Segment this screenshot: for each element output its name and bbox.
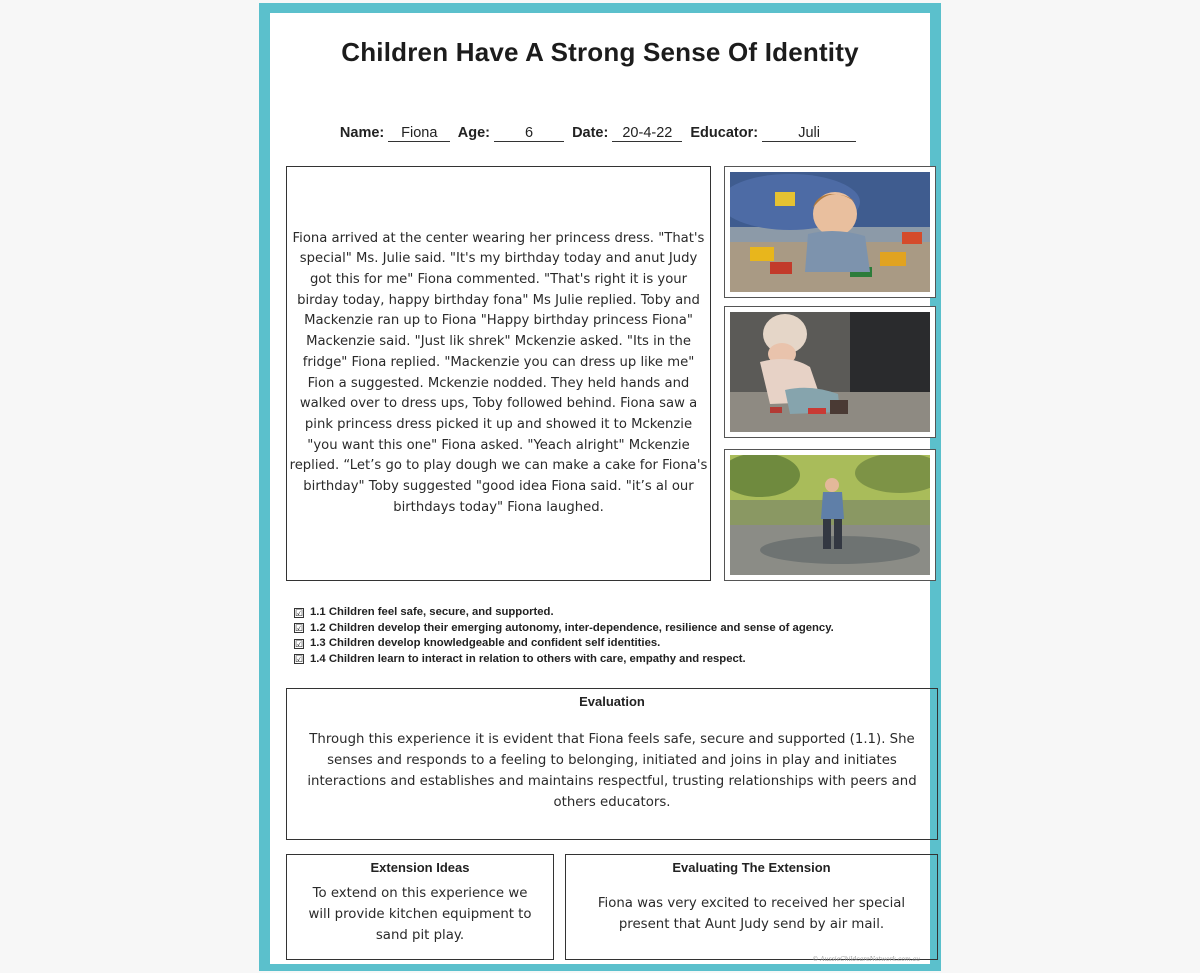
- outcome-row-1-4: [294, 652, 834, 668]
- toddler-puddle-image: [730, 455, 930, 575]
- child-knit-hat-image: [730, 312, 930, 432]
- photo-toddler-puddle: [724, 449, 936, 581]
- outcome-row-1-3: [294, 636, 834, 652]
- outcome-row-1-2: [294, 621, 834, 637]
- photo-child-knit-hat: [724, 306, 936, 438]
- extension-ideas-heading: Extension Ideas: [370, 860, 470, 875]
- name-value: Fiona: [388, 126, 450, 142]
- evaluation-box: [286, 688, 938, 840]
- checkbox-icon[interactable]: ☑: [295, 623, 304, 634]
- child-details-row: [270, 125, 930, 142]
- date-value: 20-4-22: [612, 126, 682, 142]
- name-label: Name:: [339, 125, 385, 141]
- age-value: 6: [494, 126, 564, 142]
- outcome-text: 1.4 Children learn to interact in relation to others with care, empathy and respect.: [310, 652, 746, 665]
- child-toy-cars-image: [730, 172, 930, 292]
- educator-label: Educator:: [690, 125, 759, 141]
- outcome-text: 1.1 Children feel safe, secure, and supported.: [310, 606, 554, 618]
- checkbox-icon[interactable]: ☑: [295, 654, 304, 665]
- outcome-text: 1.3 Children develop knowledgeable and confident self identities.: [310, 637, 661, 649]
- outcome-row-1-1: [294, 605, 834, 621]
- checkbox-icon[interactable]: ☑: [295, 638, 304, 649]
- observation-story-box: [286, 166, 711, 581]
- observation-story-text: Fiona arrived at the center wearing her princess dress. "That's special" Ms. Julie said. "It's my birthday today and anut Judy got this for me" Fiona commented. "That's right it is your birday today, happy birthday fona" Ms Julie replied. Toby and Mackenzie ran up to Fiona "Happy birthday princess Fiona" Mackenzie said. "Just lik shrek" Mckenzie asked. "Its in the fridge" Fiona replied. "Mackenzie you can dress up like me" Fion a suggested. Mckenzie nodded. They held hands and walked over to dress ups, Toby followed behind. Fiona saw a pink princess dress picked it up and showed it to Mckenzie "you want this one" Fiona asked. "Yeach alright" Mckenzie replied. “Let’s go to play dough we can make a cake for Fiona's birthday" Toby suggested "good idea Fiona said. "it’s al our birthdays today" Fiona laughed.: [289, 230, 708, 515]
- teal-border-frame: [259, 3, 941, 971]
- learning-outcomes-checklist: [294, 605, 834, 667]
- educator-value: Juli: [762, 126, 856, 142]
- date-label: Date:: [572, 125, 609, 141]
- evaluating-extension-box: [565, 854, 938, 960]
- observation-sheet: [270, 13, 930, 964]
- evaluation-text: Through this experience it is evident that Fiona feels safe, secure and supported (1.1). She senses and responds to a feeling to belonging, initiated and joins in play and initiates interactions and establishes and maintains respectful, trusting relationships with peers and others educators.: [307, 732, 917, 810]
- evaluating-extension-text: Fiona was very excited to received her special present that Aunt Judy send by air mail.: [597, 896, 906, 932]
- age-label: Age:: [457, 125, 490, 141]
- extension-ideas-box: [286, 854, 554, 960]
- evaluation-heading: Evaluation: [579, 694, 645, 709]
- checkbox-icon[interactable]: ☑: [295, 607, 304, 618]
- photo-child-toy-cars: [724, 166, 936, 298]
- watermark-text: © AussieChildcareNetwork.com.au: [812, 956, 920, 963]
- extension-ideas-text: To extend on this experience we will provide kitchen equipment to sand pit play.: [308, 886, 532, 943]
- outcome-text: 1.2 Children develop their emerging autonomy, inter-dependence, resilience and sense of agency.: [310, 621, 834, 634]
- evaluating-extension-heading: Evaluating The Extension: [672, 860, 831, 875]
- page-title: Children Have A Strong Sense Of Identity: [341, 37, 859, 67]
